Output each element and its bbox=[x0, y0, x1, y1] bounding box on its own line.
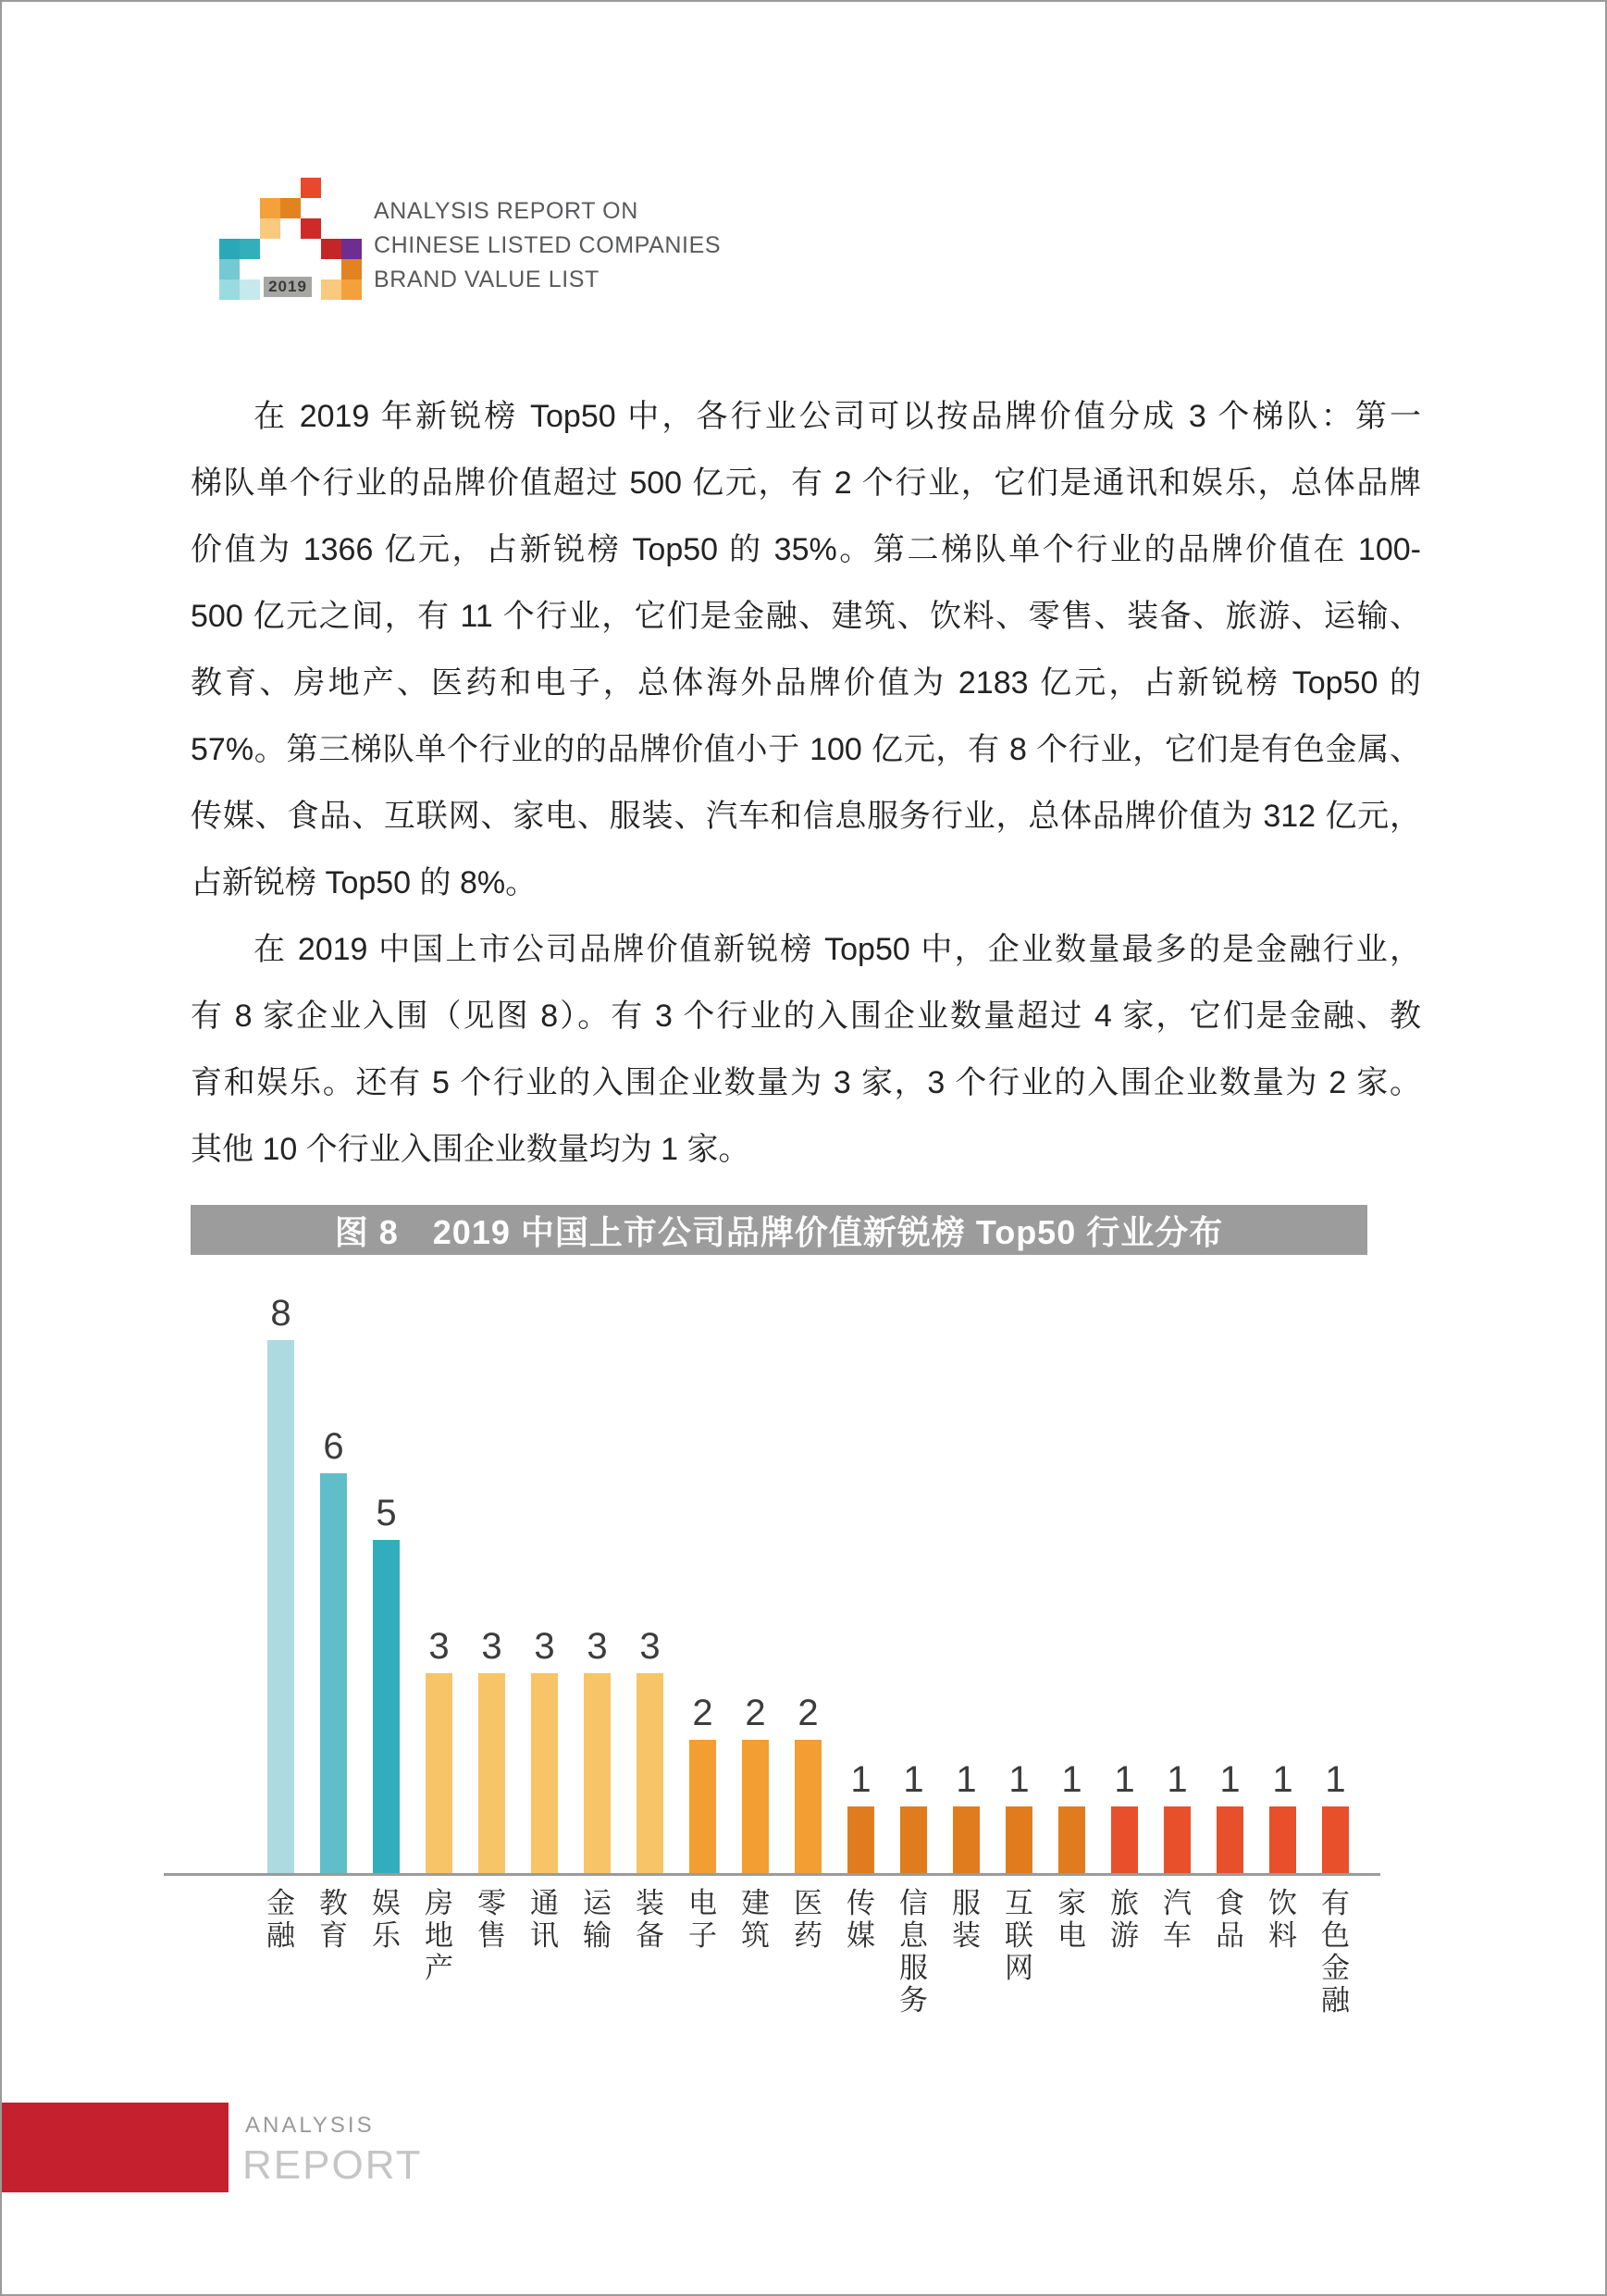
bar-value-label: 1 bbox=[850, 1759, 871, 1800]
bar-value-label: 3 bbox=[639, 1626, 661, 1667]
bar-category-label bbox=[1098, 1887, 1151, 2017]
category-char: 色 bbox=[1321, 1919, 1350, 1952]
bar-group bbox=[676, 1693, 729, 1873]
paragraph-line: 育和娱乐。还有 5 个行业的入围企业数量为 3 家，3 个行业的入围企业数量为 2 家。 bbox=[191, 1065, 1421, 1100]
bar bbox=[1269, 1806, 1296, 1873]
paragraph-1 bbox=[191, 383, 1421, 916]
header-title-line-3: BRAND VALUE LIST bbox=[374, 267, 600, 292]
category-char: 通 bbox=[530, 1887, 559, 1919]
category-char: 装 bbox=[636, 1887, 664, 1919]
figure-title-text: 图 8 2019 中国上市公司品牌价值新锐榜 Top50 行业分布 bbox=[334, 1212, 1224, 1251]
chart-x-axis-line bbox=[164, 1873, 1380, 1876]
bar bbox=[426, 1673, 452, 1873]
category-char: 售 bbox=[477, 1919, 506, 1952]
category-char: 教 bbox=[319, 1887, 348, 1919]
paragraph-line: 占新锐榜 Top50 的 8%。 bbox=[191, 865, 538, 900]
bar-group bbox=[1098, 1759, 1151, 1873]
bar-group bbox=[518, 1626, 571, 1873]
bar-value-label: 2 bbox=[745, 1693, 766, 1733]
category-char: 旅 bbox=[1110, 1887, 1139, 1919]
logo-square-icon bbox=[321, 279, 341, 300]
category-char: 品 bbox=[1216, 1919, 1244, 1952]
logo-square-icon bbox=[341, 279, 362, 300]
bar-value-label: 1 bbox=[1008, 1759, 1030, 1800]
bar-value-label: 1 bbox=[1061, 1759, 1082, 1800]
logo-square-icon bbox=[321, 239, 341, 259]
footer-analysis-label: ANALYSIS bbox=[245, 2113, 375, 2138]
industry-distribution-bar-chart bbox=[164, 1288, 1380, 2017]
bar-category-label bbox=[413, 1887, 465, 2017]
bar-group bbox=[465, 1626, 518, 1873]
bar bbox=[267, 1340, 294, 1873]
paragraph-2 bbox=[191, 916, 1421, 1183]
category-char: 汽 bbox=[1163, 1887, 1192, 1919]
category-char: 信 bbox=[899, 1887, 928, 1919]
bar-category-label bbox=[1045, 1887, 1098, 2017]
bar-group bbox=[993, 1759, 1045, 1873]
figure-title-bar bbox=[191, 1205, 1367, 1255]
category-char: 药 bbox=[794, 1919, 822, 1952]
bar-group bbox=[624, 1626, 676, 1873]
bar bbox=[478, 1673, 505, 1873]
category-char: 产 bbox=[425, 1952, 453, 1984]
bar-group bbox=[254, 1293, 307, 1873]
logo-square-icon bbox=[219, 239, 240, 259]
bar-value-label: 1 bbox=[1272, 1759, 1293, 1800]
logo-square-icon bbox=[280, 198, 301, 218]
category-char: 网 bbox=[1005, 1952, 1033, 1984]
bar bbox=[900, 1806, 927, 1873]
bar-group bbox=[940, 1759, 993, 1873]
category-char: 务 bbox=[899, 1984, 928, 2017]
bar-value-label: 3 bbox=[481, 1626, 502, 1667]
bar-group bbox=[834, 1759, 887, 1873]
bar-category-label bbox=[782, 1887, 834, 2017]
paragraph-line: 在 2019 年新锐榜 Top50 中，各行业公司可以按品牌价值分成 3 个梯队：第一 bbox=[253, 399, 1421, 434]
logo-square-icon bbox=[301, 178, 321, 198]
bar-value-label: 1 bbox=[1325, 1759, 1346, 1800]
bar-category-label bbox=[571, 1887, 624, 2017]
category-char: 传 bbox=[847, 1887, 875, 1919]
bar-group bbox=[1045, 1759, 1098, 1873]
category-char: 零 bbox=[477, 1887, 506, 1919]
bar bbox=[637, 1673, 663, 1873]
bar-category-label bbox=[887, 1887, 940, 2017]
category-char: 服 bbox=[952, 1887, 981, 1919]
bar bbox=[584, 1673, 611, 1873]
footer-report-label: REPORT bbox=[242, 2142, 423, 2188]
bar-group bbox=[307, 1426, 360, 1873]
category-char: 家 bbox=[1057, 1887, 1086, 1919]
bar-value-label: 2 bbox=[797, 1693, 819, 1733]
bar-group bbox=[1151, 1759, 1204, 1873]
category-char: 车 bbox=[1163, 1919, 1192, 1952]
bar bbox=[531, 1673, 558, 1873]
category-char: 融 bbox=[266, 1919, 295, 1952]
bar-category-label bbox=[624, 1887, 676, 2017]
logo-square-icon bbox=[260, 218, 280, 239]
bar-category-label bbox=[465, 1887, 518, 2017]
category-char: 房 bbox=[425, 1887, 453, 1919]
bar bbox=[1322, 1806, 1349, 1873]
category-char: 装 bbox=[952, 1919, 981, 1952]
logo-square-icon bbox=[240, 239, 260, 259]
category-char: 娱 bbox=[372, 1887, 401, 1919]
bar-value-label: 6 bbox=[323, 1426, 344, 1467]
bar-value-label: 3 bbox=[534, 1626, 555, 1667]
category-char: 乐 bbox=[372, 1919, 401, 1952]
paragraph-line: 传媒、食品、互联网、家电、服装、汽车和信息服务行业，总体品牌价值为 312 亿元， bbox=[191, 799, 1421, 834]
category-char: 电 bbox=[688, 1887, 717, 1919]
bar-value-label: 1 bbox=[1167, 1759, 1188, 1800]
bar-category-label bbox=[993, 1887, 1045, 2017]
bar bbox=[320, 1473, 347, 1873]
logo-square-icon bbox=[341, 259, 362, 279]
category-char: 讯 bbox=[530, 1919, 559, 1952]
logo-square-icon bbox=[301, 218, 321, 239]
header-title-line-2: CHINESE LISTED COMPANIES bbox=[374, 232, 722, 258]
category-char: 备 bbox=[636, 1919, 664, 1952]
brand-logo bbox=[219, 178, 362, 300]
bar-category-label bbox=[940, 1887, 993, 2017]
bar bbox=[795, 1740, 822, 1873]
paragraph-line: 教育、房地产、医药和电子，总体海外品牌价值为 2183 亿元，占新锐榜 Top50 的 bbox=[191, 665, 1421, 701]
category-char: 运 bbox=[583, 1887, 612, 1919]
bar bbox=[742, 1740, 769, 1873]
category-char: 料 bbox=[1268, 1919, 1297, 1952]
category-char: 子 bbox=[688, 1919, 717, 1952]
bar-group bbox=[729, 1693, 782, 1873]
category-char: 建 bbox=[741, 1887, 770, 1919]
paragraph-line: 价值为 1366 亿元，占新锐榜 Top50 的 35%。第二梯队单个行业的品牌价值在 100- bbox=[191, 532, 1421, 567]
category-char: 金 bbox=[266, 1887, 295, 1919]
category-char: 融 bbox=[1321, 1984, 1350, 2017]
bar bbox=[847, 1806, 874, 1873]
paragraph-line: 在 2019 中国上市公司品牌价值新锐榜 Top50 中，企业数量最多的是金融行业， bbox=[253, 932, 1421, 967]
category-char: 育 bbox=[319, 1919, 348, 1952]
category-char: 有 bbox=[1321, 1887, 1350, 1919]
category-char: 息 bbox=[899, 1919, 928, 1952]
paragraph-line: 梯队单个行业的品牌价值超过 500 亿元，有 2 个行业，它们是通讯和娱乐，总体品牌 bbox=[191, 465, 1421, 501]
bar bbox=[1217, 1806, 1243, 1873]
bar-group bbox=[1309, 1759, 1362, 1873]
category-char: 地 bbox=[425, 1919, 453, 1952]
bar-category-label bbox=[1309, 1887, 1362, 2017]
logo-square-icon bbox=[341, 239, 362, 259]
chart-bars-area bbox=[164, 1288, 1380, 1873]
bar bbox=[1164, 1806, 1191, 1873]
bar-value-label: 1 bbox=[1114, 1759, 1135, 1800]
category-char: 饮 bbox=[1268, 1887, 1297, 1919]
report-header-title bbox=[374, 194, 721, 297]
bar-category-label bbox=[1256, 1887, 1309, 2017]
bar-value-label: 2 bbox=[692, 1693, 713, 1733]
bar-category-label bbox=[834, 1887, 887, 2017]
paragraph-line: 500 亿元之间，有 11 个行业，它们是金融、建筑、饮料、零售、装备、旅游、运输、 bbox=[191, 599, 1421, 634]
bar-value-label: 3 bbox=[587, 1626, 608, 1667]
logo-square-icon bbox=[219, 259, 240, 279]
bar bbox=[1006, 1806, 1032, 1873]
paragraph-line: 有 8 家企业入围（见图 8）。有 3 个行业的入围企业数量超过 4 家，它们是金融、教 bbox=[191, 999, 1421, 1034]
bar-group bbox=[360, 1493, 413, 1873]
category-char: 输 bbox=[583, 1919, 612, 1952]
bar-category-label bbox=[676, 1887, 729, 2017]
category-char: 金 bbox=[1321, 1952, 1350, 1984]
category-char: 媒 bbox=[847, 1919, 875, 1952]
paragraph-line: 57%。第三梯队单个行业的的品牌价值小于 100 亿元，有 8 个行业，它们是有色金属、 bbox=[191, 732, 1421, 767]
category-char: 游 bbox=[1110, 1919, 1139, 1952]
bar-category-label bbox=[1151, 1887, 1204, 2017]
category-char: 筑 bbox=[741, 1919, 770, 1952]
category-char: 互 bbox=[1005, 1887, 1033, 1919]
bar-group bbox=[571, 1626, 624, 1873]
bar-category-label bbox=[254, 1887, 307, 2017]
bar-group bbox=[887, 1759, 940, 1873]
logo-square-icon bbox=[219, 279, 240, 300]
bar-category-label bbox=[360, 1887, 413, 2017]
bar bbox=[373, 1540, 400, 1873]
bar-group bbox=[1204, 1759, 1256, 1873]
bar-category-label bbox=[518, 1887, 571, 2017]
bar-value-label: 1 bbox=[956, 1759, 977, 1800]
bar bbox=[689, 1740, 716, 1873]
category-char: 医 bbox=[794, 1887, 822, 1919]
bar-group bbox=[1256, 1759, 1309, 1873]
bar-value-label: 3 bbox=[428, 1626, 450, 1667]
bar bbox=[1058, 1806, 1085, 1873]
category-char: 电 bbox=[1057, 1919, 1086, 1952]
bar-category-label bbox=[307, 1887, 360, 2017]
paragraph-line: 其他 10 个行业入围企业数量均为 1 家。 bbox=[191, 1132, 750, 1167]
category-char: 联 bbox=[1005, 1919, 1033, 1952]
bar-category-label bbox=[1204, 1887, 1256, 2017]
logo-year-badge: 2019 bbox=[264, 277, 312, 297]
header-title-line-1: ANALYSIS REPORT ON bbox=[374, 198, 638, 224]
logo-square-icon bbox=[240, 279, 260, 300]
chart-category-labels bbox=[164, 1887, 1380, 2017]
bar-group bbox=[782, 1693, 834, 1873]
bar-value-label: 1 bbox=[1219, 1759, 1241, 1800]
bar-value-label: 8 bbox=[270, 1293, 291, 1334]
footer-accent-block bbox=[2, 2103, 229, 2192]
category-char: 食 bbox=[1216, 1887, 1244, 1919]
bar-value-label: 5 bbox=[376, 1493, 397, 1533]
bar-category-label bbox=[729, 1887, 782, 2017]
bar-group bbox=[413, 1626, 465, 1873]
bar bbox=[953, 1806, 980, 1873]
category-char: 服 bbox=[899, 1952, 928, 1984]
logo-square-icon bbox=[260, 198, 280, 218]
bar bbox=[1111, 1806, 1138, 1873]
bar-value-label: 1 bbox=[903, 1759, 924, 1800]
